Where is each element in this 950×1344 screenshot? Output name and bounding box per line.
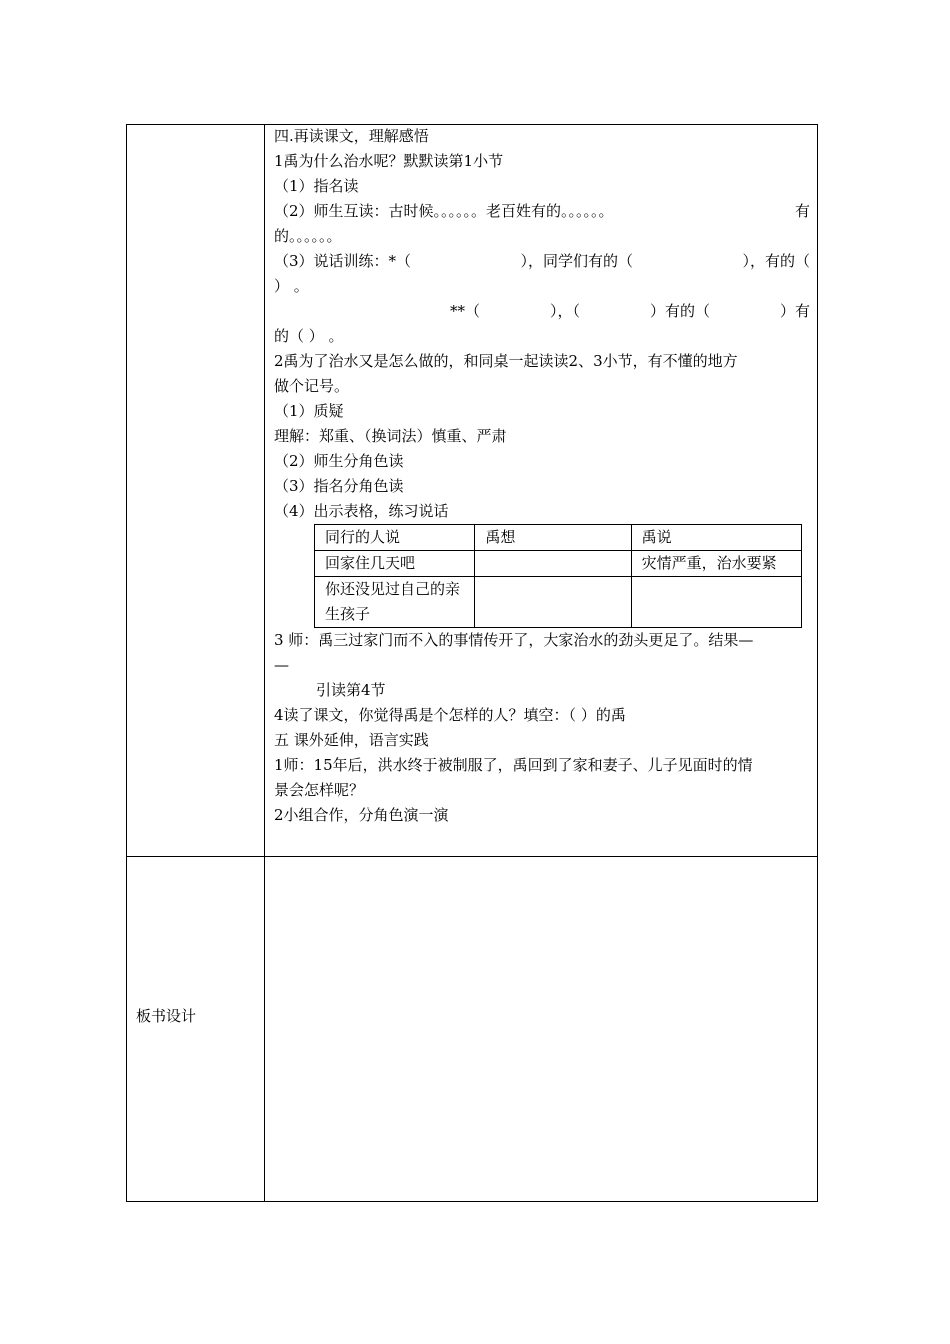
step-2-1: （1）质疑: [274, 402, 344, 420]
step-1-3: （3）说话训练：*（ ），同学们有的（ ），有的（: [274, 252, 810, 270]
guided-reading: 引读第4节: [316, 681, 386, 699]
board-design-label: 板书设计: [136, 1007, 197, 1025]
extension-1: 1师：15年后，洪水终于被制服了，禹回到了家和妻子、儿子见面时的情: [274, 756, 753, 774]
column-divider: [264, 124, 265, 1202]
step-1-1: （1）指名读: [274, 177, 359, 195]
table-cell: 灾情严重，治水要紧: [631, 551, 801, 577]
step-1-3-cont: ） 。: [274, 277, 309, 295]
table-cell: [475, 577, 631, 628]
step-2-4: （4）出示表格，练习说话: [274, 502, 449, 520]
table-row: [315, 551, 802, 577]
table-header-cell: 禹想: [475, 525, 631, 551]
question-4: 4读了课文，你觉得禹是个怎样的人？填空：（ ）的禹: [274, 706, 626, 724]
step-1-3-example: **（ ），（ ）有的（ ）有: [450, 302, 810, 320]
table-cell: [475, 551, 631, 577]
table-header-cell: 同行的人说: [315, 525, 475, 551]
question-2: 2禹为了治水又是怎么做的，和同桌一起读读2、3小节，有不懂的地方: [274, 352, 738, 370]
speaking-practice-table: [314, 524, 802, 628]
section-five-title: 五 课外延伸，语言实践: [274, 731, 429, 749]
question-3: 3 师：禹三过家门而不入的事情传开了，大家治水的劲头更足了。结果—: [274, 631, 754, 649]
table-cell: [631, 577, 801, 628]
extension-1-cont: 景会怎样呢？: [274, 781, 365, 799]
table-header-cell: 禹说: [631, 525, 801, 551]
table-header-row: [315, 525, 802, 551]
question-1: 1禹为什么治水呢？默默读第1小节: [274, 152, 504, 170]
question-3-cont: —: [274, 656, 289, 674]
table-cell: 你还没见过自己的亲生孩子: [315, 577, 475, 628]
step-1-2: （2）师生互读：古时候。。。。。。老百姓有的。。。。。。 有: [274, 202, 810, 220]
lesson-content: [274, 124, 810, 828]
step-2-2: （2）师生分角色读: [274, 452, 404, 470]
step-1-2-cont: 的。。。。。。: [274, 227, 342, 245]
step-1-3-example-cont: 的（ ） 。: [274, 327, 344, 345]
section-title: 四.再读课文，理解感悟: [274, 127, 429, 145]
row-divider: [126, 856, 818, 857]
step-2-understand: 理解：郑重、（换词法）慎重、严肃: [274, 427, 507, 445]
table-cell: 回家住几天吧: [315, 551, 475, 577]
table-row: [315, 577, 802, 628]
extension-2: 2小组合作，分角色演一演: [274, 806, 449, 824]
question-2-cont: 做个记号。: [274, 377, 350, 395]
step-2-3: （3）指名分角色读: [274, 477, 404, 495]
